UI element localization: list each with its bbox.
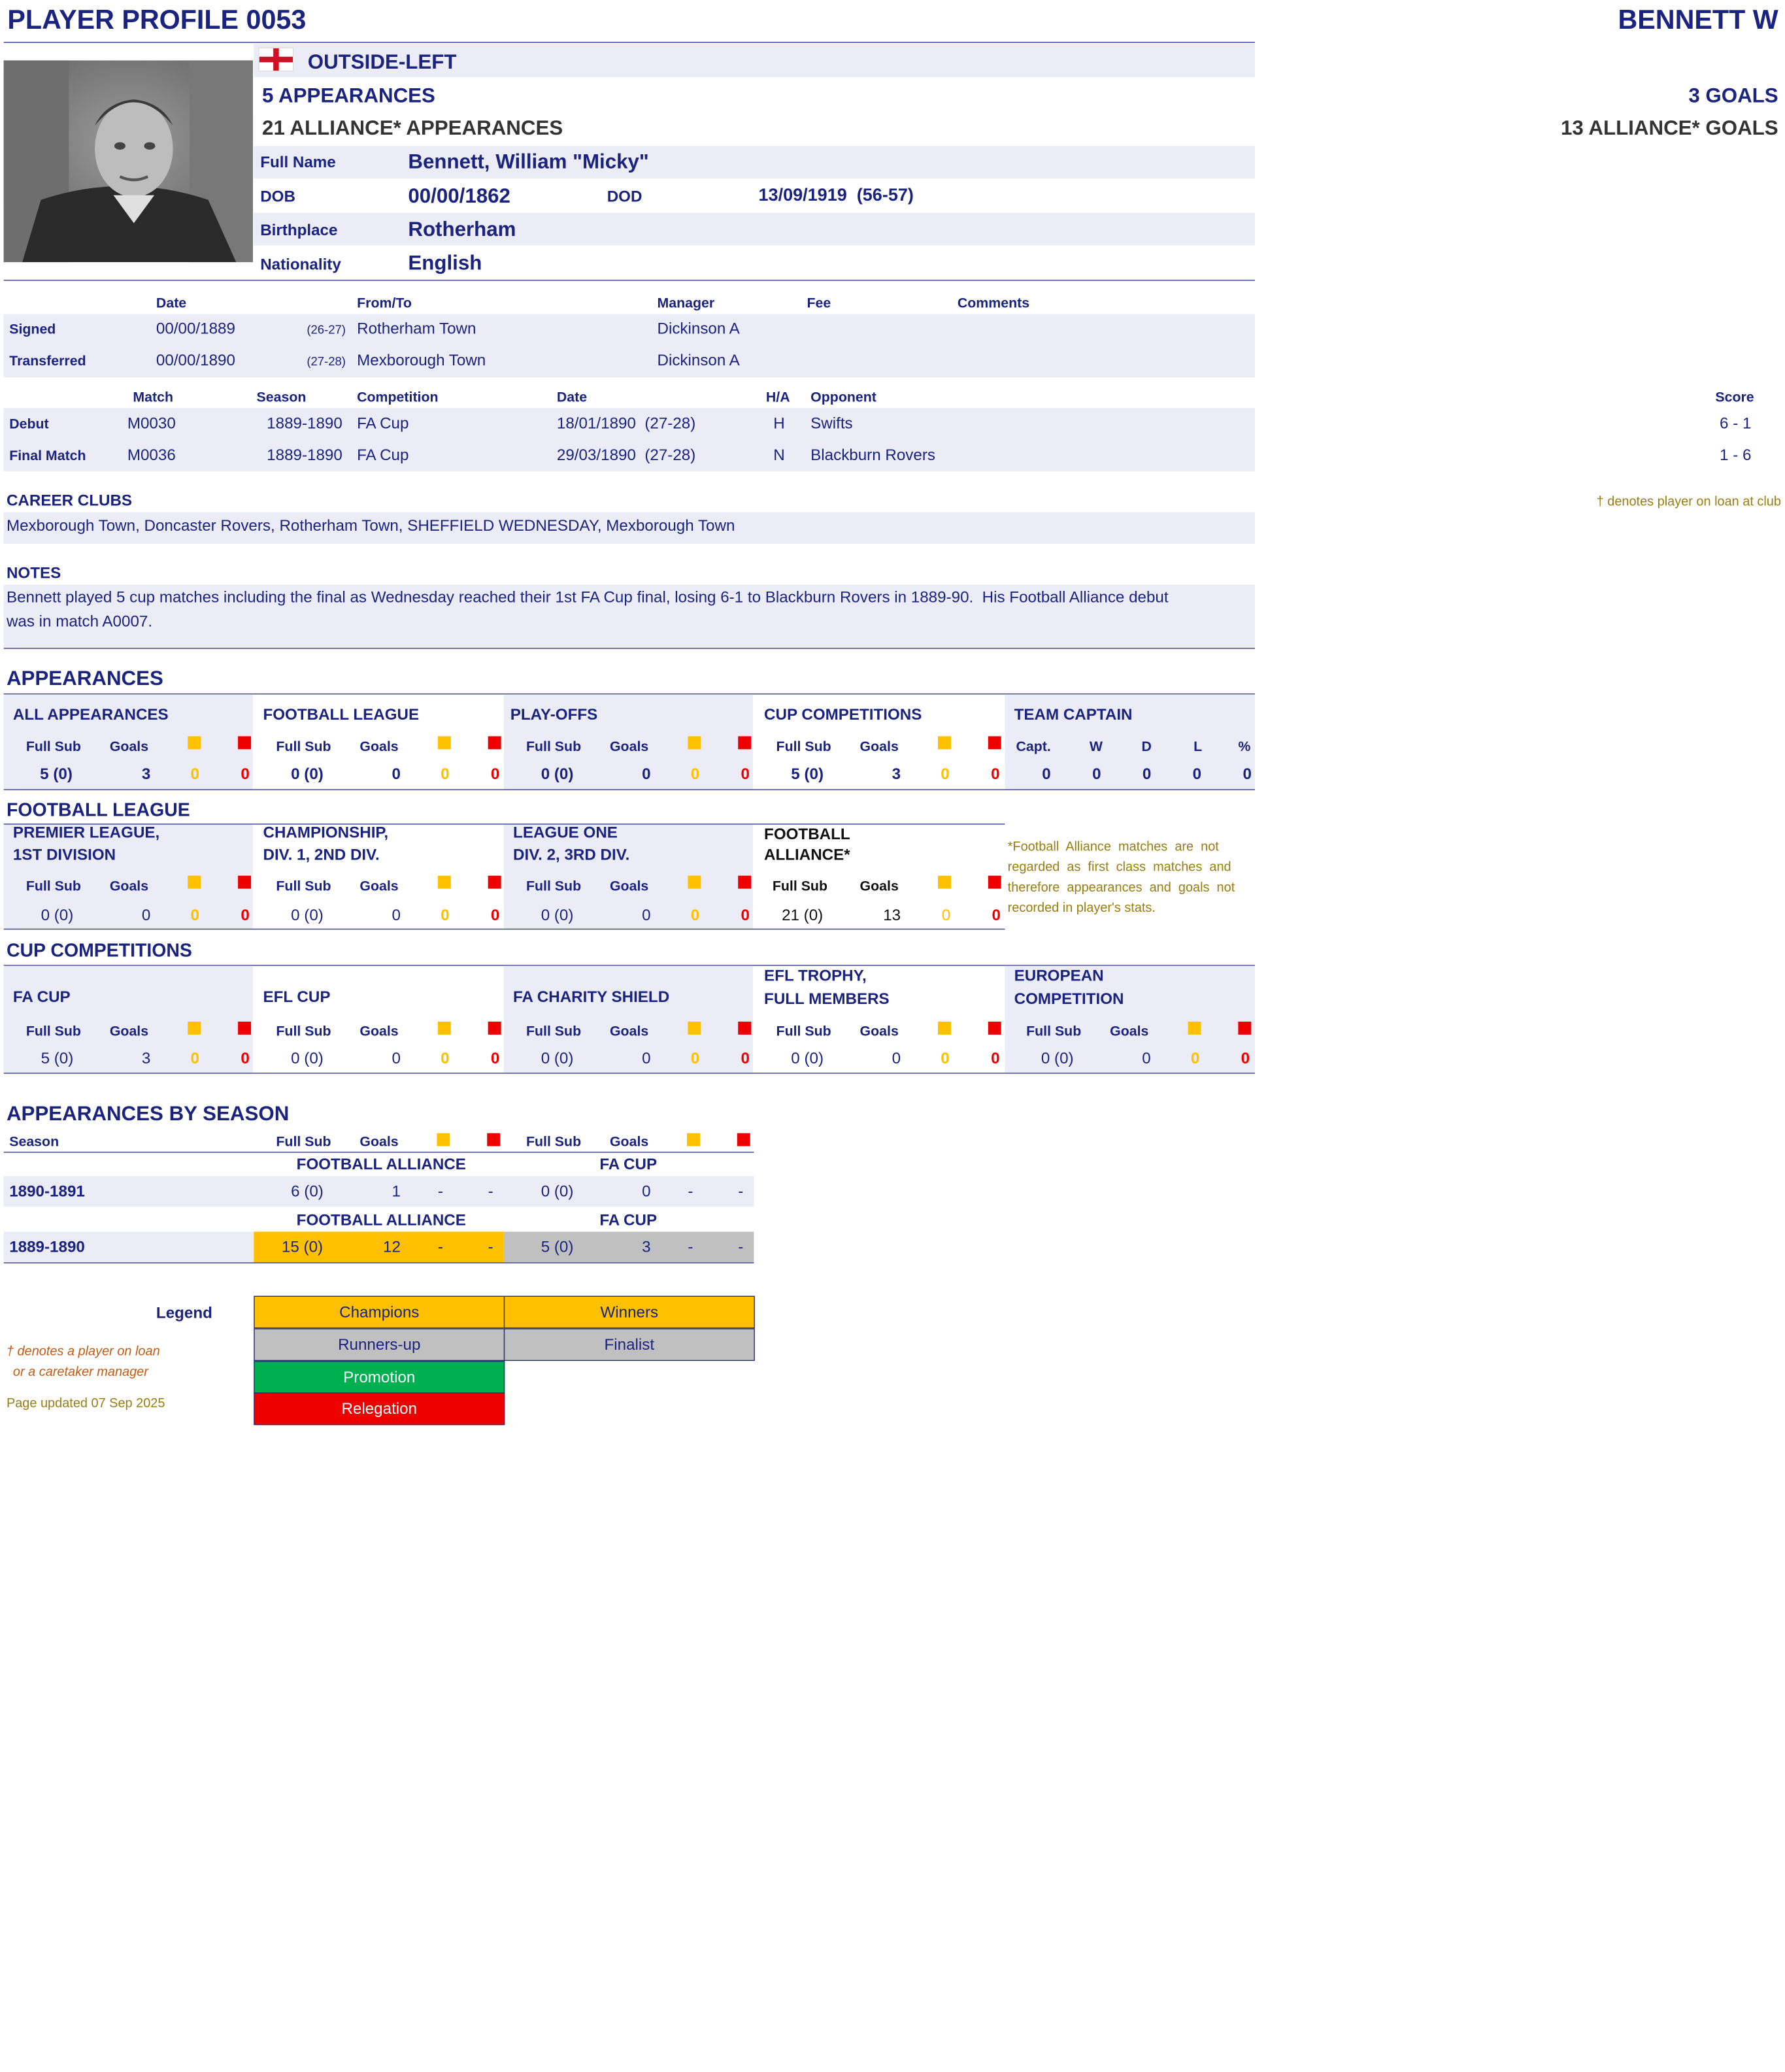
notes-line-1: Bennett played 5 cup matches including the final as Wednesday reached their 1st FA Cup final, losing 6-1 to Blackburn Rovers in 1889-90. His Football Alliance debut <box>6 588 1169 607</box>
legend-loan-note: † denotes a player on loan <box>6 1343 160 1358</box>
block-title: ALLIANCE* <box>764 846 850 864</box>
captain-header: Capt. <box>1016 739 1051 755</box>
comp-label: FA CUP <box>599 1155 658 1173</box>
captain-value: 0 <box>1092 765 1101 783</box>
block-title: FULL MEMBERS <box>764 990 890 1008</box>
season-header: Season <box>9 1134 59 1150</box>
yellow-card-icon <box>688 1022 701 1035</box>
alliance-note-line: therefore appearances and goals not <box>1007 879 1235 895</box>
match-opponent: Swifts <box>810 414 853 433</box>
transfer-row-label: Transferred <box>9 353 86 369</box>
goals-value: 3 <box>892 765 901 783</box>
legend-loan-note: or a caretaker manager <box>12 1363 148 1379</box>
full-sub-header: Full Sub <box>276 739 331 755</box>
player-short-name: BENNETT W <box>1618 5 1778 36</box>
transfer-header-date: Date <box>156 295 187 312</box>
nationality-value: English <box>408 250 482 275</box>
by-season-title: APPEARANCES BY SEASON <box>6 1101 290 1125</box>
goals-value: 0 <box>141 906 151 924</box>
red-count: 0 <box>241 765 250 783</box>
red-card-icon <box>737 1133 750 1146</box>
yellow-card-icon <box>188 876 201 889</box>
full-sub-value: 0 (0) <box>791 1049 824 1067</box>
season-label: 1890-1891 <box>9 1182 85 1201</box>
captain-value: 0 <box>1192 765 1202 783</box>
red-card-icon <box>738 876 751 889</box>
red-count: - <box>738 1238 744 1256</box>
yellow-card-icon <box>938 876 951 889</box>
block-title: FOOTBALL <box>764 825 850 843</box>
match-row-label: Debut <box>9 416 49 433</box>
cup-competitions-title: CUP COMPETITIONS <box>6 941 192 961</box>
match-ha: N <box>773 446 785 464</box>
block-title: 1ST DIVISION <box>12 846 116 864</box>
red-count: 0 <box>992 906 1001 924</box>
appearances-title: APPEARANCES <box>6 666 163 690</box>
transfer-club: Rotherham Town <box>357 320 476 338</box>
yellow-count: 0 <box>1190 1049 1200 1067</box>
red-card-icon <box>988 736 1001 749</box>
full-sub-value: 0 (0) <box>541 906 574 924</box>
goals-value: 0 <box>392 906 401 924</box>
goals-header: Goals <box>359 878 399 895</box>
yellow-card-icon <box>1188 1022 1201 1035</box>
yellow-count: - <box>688 1182 693 1201</box>
full-sub-header: Full Sub <box>776 1023 831 1040</box>
full-sub-header: Full Sub <box>772 878 828 895</box>
captain-header: D <box>1141 739 1152 755</box>
full-sub-value: 5 (0) <box>791 765 824 783</box>
goals-header: Goals <box>859 739 899 755</box>
transfer-date: 00/00/1890 <box>156 351 235 369</box>
goals-header: Goals <box>609 1023 649 1040</box>
red-count: - <box>488 1238 493 1256</box>
career-clubs-list: Mexborough Town, Doncaster Rovers, Rotherham Town, SHEFFIELD WEDNESDAY, Mexborough Town <box>6 516 735 535</box>
match-competition: FA Cup <box>357 446 409 464</box>
goals-value: 13 <box>883 906 901 924</box>
player-photo <box>4 60 253 262</box>
transfer-club: Mexborough Town <box>357 351 486 369</box>
alliance-note-line: recorded in player's stats. <box>1007 899 1156 915</box>
block-title: COMPETITION <box>1014 990 1124 1008</box>
full-sub-value: 0 (0) <box>291 1049 324 1067</box>
yellow-count: 0 <box>941 1049 950 1067</box>
red-count: 0 <box>991 765 1000 783</box>
red-card-icon <box>238 876 251 889</box>
match-header-match: Match <box>133 389 174 406</box>
yellow-card-icon <box>188 1022 201 1035</box>
goals-value: 0 <box>892 1049 901 1067</box>
goals-header: Goals <box>359 1023 399 1040</box>
captain-value: 0 <box>1042 765 1051 783</box>
match-opponent: Blackburn Rovers <box>810 446 935 464</box>
full-sub-header: Full Sub <box>525 1134 582 1150</box>
red-count: 0 <box>741 765 750 783</box>
red-count: 0 <box>1241 1049 1250 1067</box>
match-competition: FA Cup <box>357 414 409 433</box>
red-card-icon <box>1238 1022 1251 1035</box>
goals-header: Goals <box>109 1023 149 1040</box>
legend-winners: Winners <box>504 1296 755 1329</box>
goals-value: 0 <box>392 1049 401 1067</box>
match-header-date: Date <box>556 389 588 406</box>
alliance-note-line: regarded as first class matches and <box>1007 859 1231 874</box>
legend-finalist: Finalist <box>504 1328 755 1361</box>
red-card-icon <box>238 1022 251 1035</box>
dod-label: DOD <box>607 188 642 206</box>
yellow-count: 0 <box>690 1049 700 1067</box>
yellow-count: 0 <box>190 906 200 924</box>
red-card-icon <box>238 736 251 749</box>
red-count: 0 <box>991 1049 1000 1067</box>
yellow-count: 0 <box>941 906 951 924</box>
alliance-goals: 13 ALLIANCE* GOALS <box>1561 116 1778 140</box>
block-title: PREMIER LEAGUE, <box>12 824 160 842</box>
block-title: DIV. 1, 2ND DIV. <box>263 846 380 864</box>
goals-header: Goals <box>609 739 649 755</box>
match-header-score: Score <box>1715 389 1754 406</box>
full-sub-value: 5 (0) <box>541 1238 574 1256</box>
full-name-label: Full Name <box>260 153 336 171</box>
goals-value: 1 <box>392 1182 401 1201</box>
red-count: 0 <box>490 765 500 783</box>
red-count: 0 <box>241 906 250 924</box>
goals-header: Goals <box>109 878 149 895</box>
comp-label: FOOTBALL ALLIANCE <box>296 1155 466 1173</box>
match-date: 29/03/1890 (27-28) <box>556 446 696 464</box>
yellow-card-icon <box>938 736 951 749</box>
yellow-card-icon <box>687 1133 700 1146</box>
red-card-icon <box>488 736 501 749</box>
full-sub-header: Full Sub <box>276 878 331 895</box>
full-sub-header: Full Sub <box>525 739 582 755</box>
goals-value: 3 <box>642 1238 651 1256</box>
block-title: DIV. 2, 3RD DIV. <box>513 846 630 864</box>
red-card-icon <box>988 876 1001 889</box>
block-title: ALL APPEARANCES <box>12 705 169 724</box>
match-season: 1889-1890 <box>267 414 342 433</box>
goals-header: Goals <box>1110 1023 1149 1040</box>
alliance-note-line: *Football Alliance matches are not <box>1007 838 1219 854</box>
full-sub-header: Full Sub <box>25 739 81 755</box>
transfer-row-label: Signed <box>9 322 56 338</box>
block-title: CHAMPIONSHIP, <box>263 824 389 842</box>
goals-value: 12 <box>383 1238 401 1256</box>
goals-value: 3 <box>141 1049 151 1067</box>
yellow-card-icon <box>688 736 701 749</box>
block-title: TEAM CAPTAIN <box>1014 705 1133 724</box>
goals-value: 0 <box>642 1049 651 1067</box>
yellow-count: - <box>437 1238 443 1256</box>
full-sub-value: 5 (0) <box>40 765 73 783</box>
yellow-card-icon <box>438 736 451 749</box>
yellow-count: 0 <box>441 765 450 783</box>
yellow-count: 0 <box>441 906 450 924</box>
red-card-icon <box>488 876 501 889</box>
yellow-count: 0 <box>941 765 950 783</box>
goals-value: 3 <box>141 765 151 783</box>
full-sub-value: 0 (0) <box>1041 1049 1074 1067</box>
red-card-icon <box>488 1022 501 1035</box>
goals-header: Goals <box>859 878 899 895</box>
comp-label: FOOTBALL ALLIANCE <box>296 1211 466 1229</box>
captain-header: % <box>1238 739 1251 755</box>
yellow-count: 0 <box>441 1049 450 1067</box>
match-row-label: Final Match <box>9 448 86 464</box>
full-sub-value: 0 (0) <box>41 906 74 924</box>
goals-header: Goals <box>359 1134 399 1150</box>
birthplace-value: Rotherham <box>408 217 516 241</box>
position-label: OUTSIDE-LEFT <box>307 50 457 74</box>
yellow-card-icon <box>688 876 701 889</box>
notes-line-2: was in match A0007. <box>6 612 153 631</box>
season-label: 1889-1890 <box>9 1238 85 1256</box>
yellow-count: - <box>437 1182 443 1201</box>
match-id: M0036 <box>127 446 176 464</box>
match-header-season: Season <box>256 389 307 406</box>
transfer-age: (27-28) <box>307 354 346 369</box>
legend-title: Legend <box>156 1304 212 1322</box>
full-sub-header: Full Sub <box>1026 1023 1082 1040</box>
yellow-card-icon <box>938 1022 951 1035</box>
yellow-count: 0 <box>690 906 700 924</box>
yellow-card-icon <box>437 1133 450 1146</box>
career-clubs-title: CAREER CLUBS <box>6 492 133 510</box>
yellow-card-icon <box>438 1022 451 1035</box>
full-name-value: Bennett, William "Micky" <box>408 149 649 173</box>
dob-value: 00/00/1862 <box>408 184 510 208</box>
nationality-label: Nationality <box>260 256 341 274</box>
goals-header: Goals <box>359 739 399 755</box>
match-season: 1889-1890 <box>267 446 342 464</box>
red-card-icon <box>988 1022 1001 1035</box>
transfer-date: 00/00/1889 <box>156 320 235 338</box>
full-sub-header: Full Sub <box>276 1023 331 1040</box>
block-title: EUROPEAN <box>1014 967 1104 985</box>
yellow-count: 0 <box>690 765 700 783</box>
captain-value: 0 <box>1243 765 1252 783</box>
legend-relegation: Relegation <box>254 1392 505 1425</box>
full-sub-value: 0 (0) <box>541 1049 574 1067</box>
red-count: 0 <box>741 906 750 924</box>
match-ha: H <box>773 414 785 433</box>
full-sub-header: Full Sub <box>25 1023 81 1040</box>
full-sub-value: 5 (0) <box>41 1049 74 1067</box>
profile-title: PLAYER PROFILE 0053 <box>7 5 307 36</box>
block-title: EFL CUP <box>263 988 331 1006</box>
appearances-total: 5 APPEARANCES <box>262 83 435 107</box>
red-count: 0 <box>490 1049 500 1067</box>
match-date: 18/01/1890 (27-28) <box>556 414 696 433</box>
captain-value: 0 <box>1142 765 1152 783</box>
transfer-age: (26-27) <box>307 322 346 337</box>
red-count: 0 <box>741 1049 750 1067</box>
full-sub-value: 0 (0) <box>291 765 324 783</box>
full-sub-header: Full Sub <box>525 1023 582 1040</box>
comp-label: FA CUP <box>599 1211 658 1229</box>
captain-header: W <box>1089 739 1103 755</box>
block-title: PLAY-OFFS <box>510 705 598 724</box>
full-sub-value: 15 (0) <box>281 1238 324 1256</box>
block-title: FA CHARITY SHIELD <box>513 988 670 1006</box>
block-title: CUP COMPETITIONS <box>764 705 922 724</box>
dob-label: DOB <box>260 188 295 206</box>
match-score: 1 - 6 <box>1720 446 1752 464</box>
block-title: LEAGUE ONE <box>513 824 618 842</box>
goals-value: 0 <box>392 765 401 783</box>
full-sub-header: Full Sub <box>276 1134 331 1150</box>
transfer-header-comments: Comments <box>957 295 1030 312</box>
red-card-icon <box>738 1022 751 1035</box>
notes-title: NOTES <box>6 564 61 582</box>
match-id: M0030 <box>127 414 176 433</box>
red-card-icon <box>487 1133 500 1146</box>
full-sub-value: 21 (0) <box>782 906 824 924</box>
match-header-competition: Competition <box>357 389 439 406</box>
transfer-header-fromto: From/To <box>357 295 412 312</box>
goals-value: 0 <box>642 765 651 783</box>
yellow-count: 0 <box>190 765 200 783</box>
transfer-manager: Dickinson A <box>657 320 740 338</box>
red-count: - <box>738 1182 744 1201</box>
yellow-count: 0 <box>190 1049 200 1067</box>
loan-note: † denotes player on loan at club <box>1596 493 1781 509</box>
page-updated: Page updated 07 Sep 2025 <box>6 1395 165 1411</box>
captain-header: L <box>1193 739 1203 755</box>
legend-promotion: Promotion <box>254 1361 505 1394</box>
legend-champions: Champions <box>254 1296 505 1329</box>
red-count: - <box>488 1182 493 1201</box>
birthplace-label: Birthplace <box>260 221 338 239</box>
goals-value: 0 <box>642 906 651 924</box>
block-title: FOOTBALL LEAGUE <box>263 705 420 724</box>
goals-header: Goals <box>859 1023 899 1040</box>
red-count: 0 <box>241 1049 250 1067</box>
legend-runners-up: Runners-up <box>254 1328 505 1361</box>
yellow-count: - <box>688 1238 693 1256</box>
goals-header: Goals <box>609 1134 649 1150</box>
full-sub-value: 0 (0) <box>291 906 324 924</box>
match-score: 6 - 1 <box>1720 414 1752 433</box>
yellow-card-icon <box>438 876 451 889</box>
football-league-title: FOOTBALL LEAGUE <box>6 800 190 821</box>
block-title: FA CUP <box>12 988 71 1006</box>
transfer-header-manager: Manager <box>657 295 715 312</box>
block-title: EFL TROPHY, <box>764 967 867 985</box>
red-card-icon <box>738 736 751 749</box>
match-header-opponent: Opponent <box>810 389 876 406</box>
alliance-appearances: 21 ALLIANCE* APPEARANCES <box>262 116 563 140</box>
transfer-header-fee: Fee <box>807 295 831 312</box>
full-sub-header: Full Sub <box>25 878 81 895</box>
full-sub-value: 0 (0) <box>541 1182 574 1201</box>
full-sub-header: Full Sub <box>525 878 582 895</box>
dod-value: 13/09/1919 (56-57) <box>758 186 914 206</box>
full-sub-header: Full Sub <box>776 739 831 755</box>
full-sub-value: 6 (0) <box>291 1182 324 1201</box>
red-count: 0 <box>490 906 500 924</box>
england-flag-icon <box>258 48 293 72</box>
transfer-manager: Dickinson A <box>657 351 740 369</box>
goals-value: 0 <box>642 1182 651 1201</box>
goals-header: Goals <box>109 739 149 755</box>
full-sub-value: 0 (0) <box>541 765 574 783</box>
goals-total: 3 GOALS <box>1688 83 1778 107</box>
goals-value: 0 <box>1142 1049 1151 1067</box>
match-header-ha: H/A <box>765 389 790 406</box>
goals-header: Goals <box>609 878 649 895</box>
yellow-card-icon <box>188 736 201 749</box>
